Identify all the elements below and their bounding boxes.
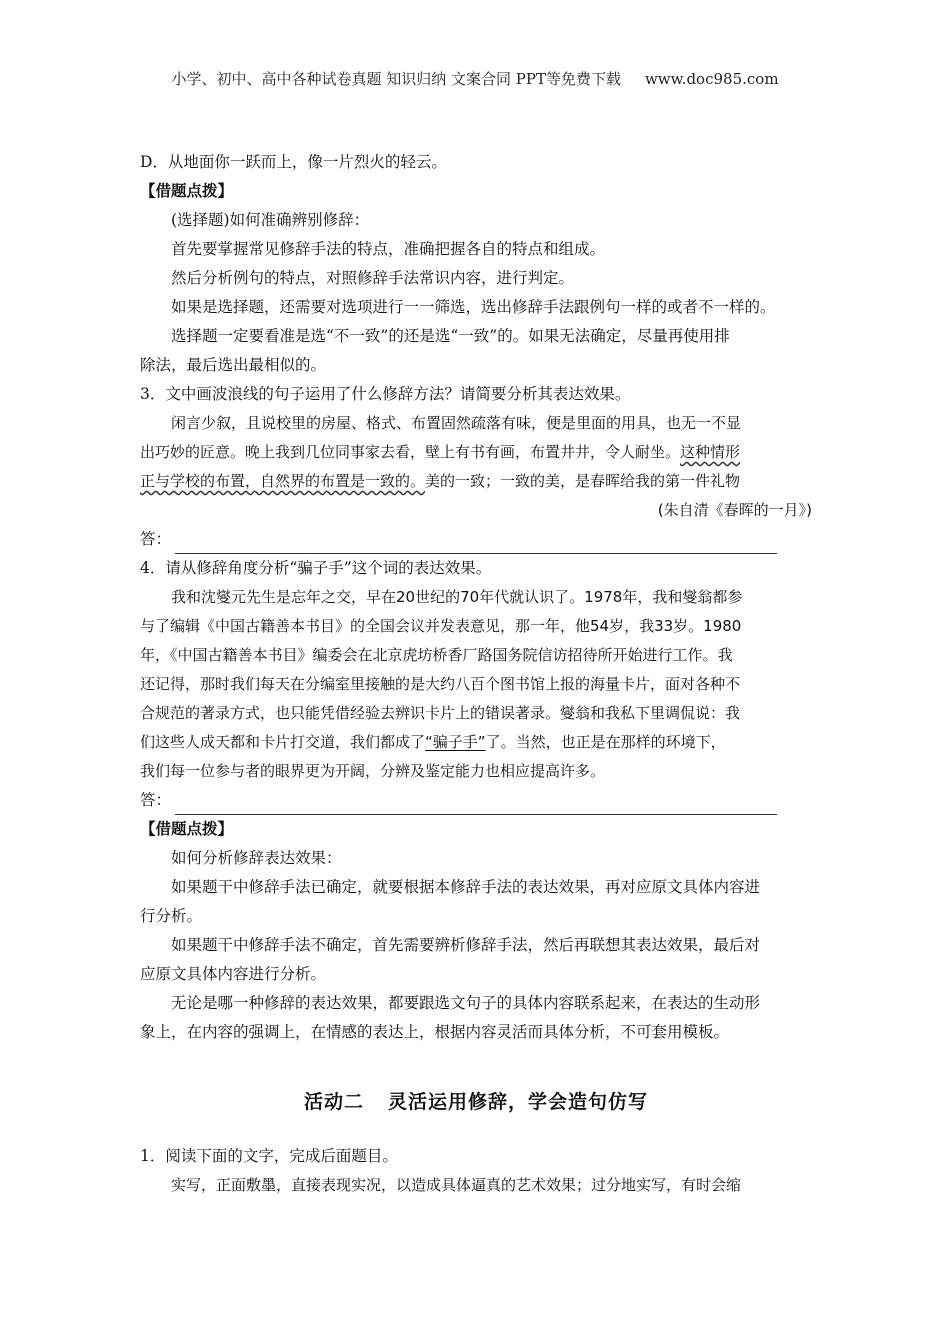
q3-passage-text: 美的一致；一致的美，是春晖给我的第一件礼物 (425, 472, 741, 490)
tips1-line: (选择题)如何准确辨别修辞： (171, 211, 370, 229)
tips1-line: 然后分析例句的特点，对照修辞手法常识内容，进行判定。 (171, 269, 575, 287)
tips2-line: 如果题干中修辞手法已确定，就要根据本修辞手法的表达效果，再对应原文具体内容进 (171, 878, 761, 896)
q3-passage-text: 出巧妙的匠意。晚上我到几位同事家去看，壁上有书有画，布置井井，令人耐坐。 (140, 443, 681, 461)
tips1-line: 选择题一定要看准是选“不一致”的还是选“一致”的。如果无法确定，尽量再使用排 (171, 327, 730, 345)
q4-answer-row (140, 786, 812, 815)
q4-passage-line: 我和沈燮元先生是忘年之交，早在20世纪的70年代就认识了。1978年，我和燮翁都参 (171, 588, 743, 606)
tips2-line: 象上，在内容的强调上，在情感的表达上，根据内容灵活而具体分析，不可套用模板。 (140, 1023, 730, 1041)
section-title-part1: 活动二 (303, 1091, 364, 1113)
tips1-line: 如果是选择题，还需要对选项进行一一筛选，选出修辞手法跟例句一样的或者不一样的。 (171, 298, 776, 316)
header-url[interactable]: www.doc985.com (644, 70, 779, 88)
tips2-heading: 【借题点拨】 (140, 820, 234, 838)
q4-passage-text: 了。当然，也正是在那样的环境下， (485, 733, 726, 751)
q4-passage-line (140, 728, 812, 757)
page-header (0, 68, 950, 89)
q3-source: (朱自清《春晖的一月》) (657, 501, 812, 519)
q3-question: 3．文中画波浪线的句子运用了什么修辞方法？请简要分析其表达效果。 (140, 385, 631, 403)
q3-passage-line (140, 438, 812, 467)
q3-passage-line: 闲言少叙，且说校里的房屋、格式、布置固然疏落有味，便是里面的用具，也无一不显 (171, 414, 742, 432)
q3-answer-row (140, 525, 812, 554)
q4-passage-line: 与了编辑《中国古籍善本书目》的全国会议并发表意见，那一年，他54岁，我33岁。1980 (140, 617, 742, 635)
tips2-line: 无论是哪一种修辞的表达效果，都要跟选文句子的具体内容联系起来，在表达的生动形 (171, 994, 761, 1012)
q4-answer-line[interactable] (175, 794, 777, 815)
q4-passage-line: 年，《中国古籍善本书目》编委会在北京虎坊桥香厂路国务院信访招待所开始进行工作。我 (140, 646, 733, 664)
q3-answer-label: 答： (140, 530, 172, 548)
tips2-line: 行分析。 (140, 907, 203, 925)
q4-passage-line: 还记得，那时我们每天在分编室里接触的是大约八百个图书馆上报的海量卡片，面对各种不 (140, 675, 741, 693)
q4-underlined-term: “骗子手” (425, 733, 486, 751)
s2-q1-question: 1．阅读下面的文字，完成后面题目。 (140, 1147, 398, 1165)
q3-answer-line[interactable] (175, 533, 777, 554)
q3-wavy-text: 这种情形 (680, 443, 741, 461)
q4-passage-line: 我们每一位参与者的眼界更为开阔，分辨及鉴定能力也相应提高许多。 (140, 762, 606, 780)
tips1-line: 首先要掌握常见修辞手法的特点，准确把握各自的特点和组成。 (171, 240, 606, 258)
s2-q1-passage-line: 实写，正面敷墨，直接表现实况，以造成具体逼真的艺术效果；过分地实写，有时会缩 (171, 1176, 742, 1194)
tips1-line: 除法，最后选出最相似的。 (140, 356, 327, 374)
q4-question: 4．请从修辞角度分析“骗子手”这个词的表达效果。 (140, 559, 492, 577)
q3-passage-line (140, 467, 812, 496)
q4-answer-label: 答： (140, 791, 172, 809)
header-text: 小学、初中、高中各种试卷真题 知识归纳 文案合同 PPT等免费下载 (171, 70, 621, 88)
section-title (140, 1087, 812, 1114)
tips2-line: 如何分析修辞表达效果： (171, 849, 342, 867)
q3-wavy-text: 正与学校的布置，自然界的布置是一致的。 (140, 472, 426, 490)
option-d: D．从地面你一跃而上，像一片烈火的轻云。 (140, 153, 447, 171)
tips2-line: 如果题干中修辞手法不确定，首先需要辨析修辞手法，然后再联想其表达效果，最后对 (171, 936, 761, 954)
content-body (140, 148, 812, 1200)
q4-passage-text: 们这些人成天都和卡片打交道，我们都成了 (140, 733, 426, 751)
tips2-line: 应原文具体内容进行分析。 (140, 965, 327, 983)
section-title-part2: 灵活运用修辞，学会造句仿写 (388, 1091, 649, 1113)
q4-passage-line: 合规范的著录方式，也只能凭借经验去辨识卡片上的错误著录。燮翁和我私下里调侃说：我 (140, 704, 741, 722)
tips1-heading: 【借题点拨】 (140, 182, 234, 200)
